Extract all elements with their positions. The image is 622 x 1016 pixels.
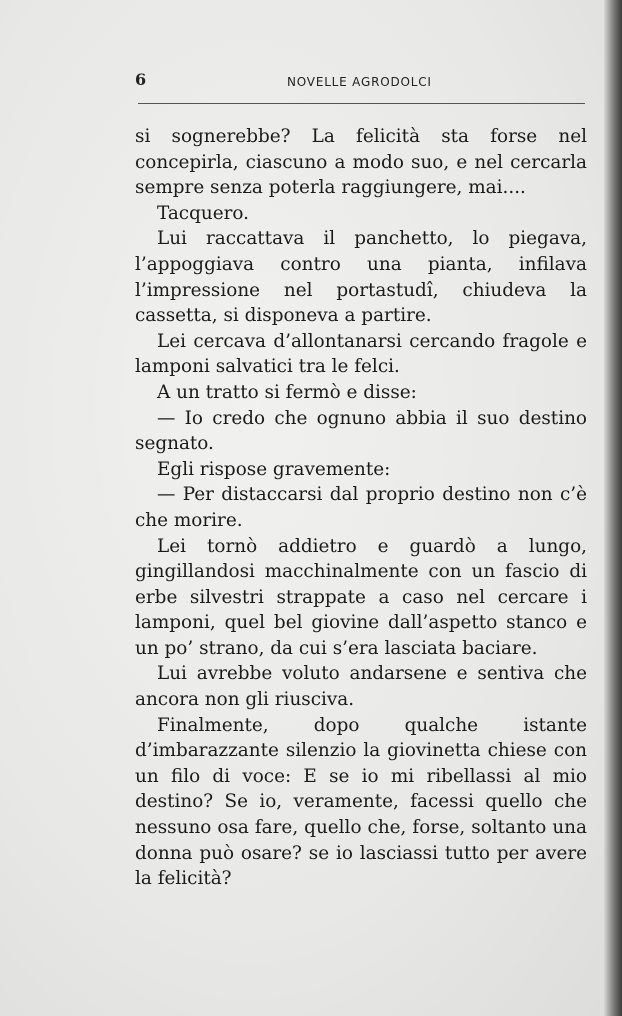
book-spine-shadow: [604, 0, 622, 1016]
paragraph: Lei cercava d’allontanarsi cercando fragole e lamponi salvatici tra le felci.: [135, 330, 587, 378]
paragraph: Lui raccattava il panchetto, lo piegava, l’appoggiava contro una pianta, infilava l’impressione nel portastudî, chiudeva la cassetta, si disponeva a partire.: [135, 228, 587, 327]
paragraph: Egli rispose gravemente:: [157, 458, 391, 480]
paragraph: si sognerebbe? La felicità sta forse nel concepirla, ciascuno a modo suo, e nel cercarla sempre senza poterla raggiungere, mai....: [135, 126, 587, 199]
paragraph: Tacquero.: [157, 202, 249, 224]
page-header: [135, 68, 583, 98]
paragraph: — Io credo che ognuno abbia il suo destino segnato.: [135, 407, 587, 455]
body-text: [135, 124, 587, 892]
paragraph: Finalmente, dopo qualche istante d’imbarazzante silenzio la giovinetta chiese con un filo di voce: E se io mi ribellassi al mio destino? Se io, veramente, facessi quello che nessuno osa fare, quello che, forse, soltanto una donna può osare? se io lasciassi tutto per avere la felicità?: [135, 714, 587, 890]
paragraph: A un tratto si fermò e disse:: [157, 381, 417, 403]
paragraph: Lui avrebbe voluto andarsene e sentiva che ancora non gli riusciva.: [135, 663, 587, 711]
paragraph: — Per distaccarsi dal proprio destino non c’è che morire.: [135, 484, 587, 531]
page-number: 6: [135, 70, 147, 89]
header-rule: [138, 103, 585, 104]
paragraph: Lei tornò addietro e guardò a lungo, gingillandosi macchinalmente con un fascio di erbe silvestri strappate a caso nel cercare i lamponi, quel bel giovine dall’aspetto stanco e un po’ strano, da cui s’era lasciata baciare.: [135, 535, 587, 659]
running-title: NOVELLE AGRODOLCI: [287, 75, 432, 89]
